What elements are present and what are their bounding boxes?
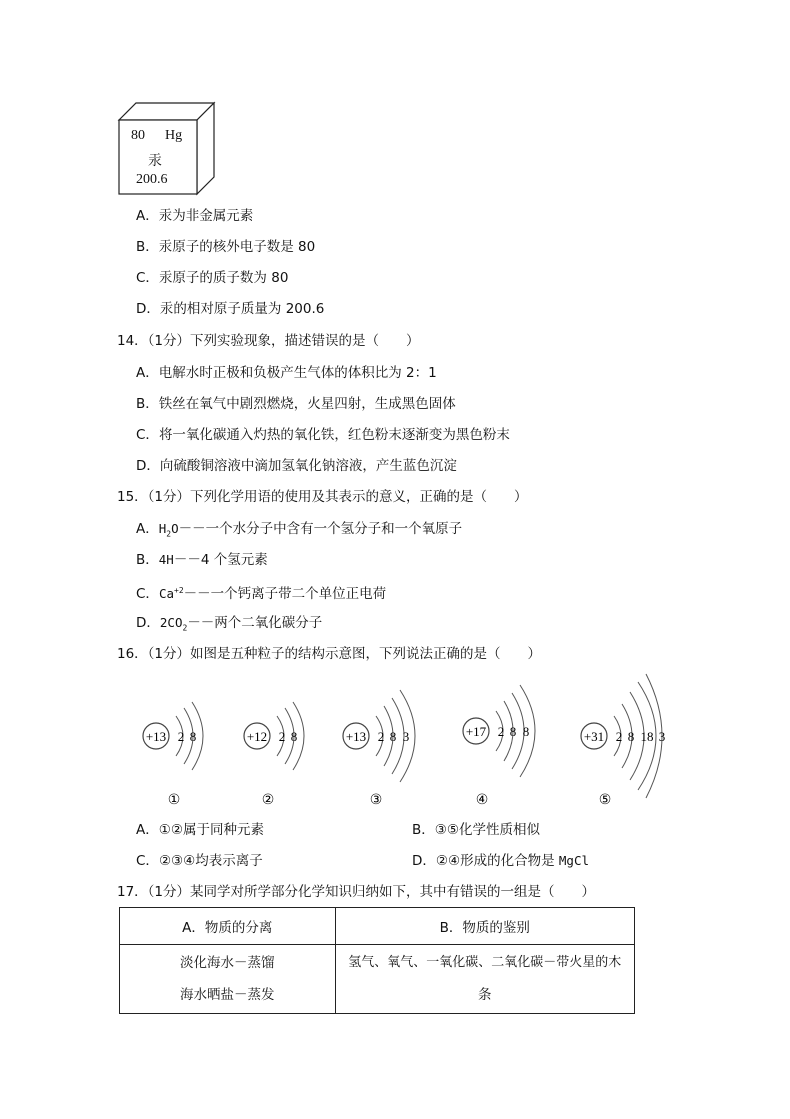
q14-stem: 14．（1分）下列实验现象，描述错误的是（ ） xyxy=(117,333,420,349)
cell-line: 条 xyxy=(478,987,492,1003)
option-key: D． xyxy=(136,458,160,474)
formula-subscript: 2 xyxy=(166,529,172,539)
nucleus-charge: +31 xyxy=(583,729,605,744)
q14-option-b xyxy=(136,395,456,413)
option-key: C． xyxy=(136,270,159,286)
table-cell xyxy=(335,945,634,1014)
q15-option-b xyxy=(136,551,268,569)
option-text: 向硫酸铜溶液中滴加氢氧化钠溶液，产生蓝色沉淀 xyxy=(159,458,457,474)
option-key: B． xyxy=(412,822,435,838)
option-text: 电解水时正极和负极产生气体的体积比为 2：1 xyxy=(158,365,437,381)
element-symbol: Hg xyxy=(165,128,183,143)
formula: 4H xyxy=(158,552,174,567)
cell-line: 氢气、氧气、一氧化碳、二氧化碳－带火星的木 xyxy=(348,955,622,970)
table-header-row xyxy=(120,908,635,945)
nucleus-charge: +17 xyxy=(465,724,487,739)
q16-stem: 16．（1分）如图是五种粒子的结构示意图，下列说法正确的是（ ） xyxy=(117,646,542,662)
option-text: －－一个钙离子带二个单位正电荷 xyxy=(183,586,387,603)
q16-option-b xyxy=(412,821,540,839)
formula-base: Ca xyxy=(158,586,174,602)
option-text: ②③④均表示离子 xyxy=(158,853,263,869)
q15-option-c xyxy=(136,582,386,603)
element-name: 汞 xyxy=(148,153,162,169)
knowledge-summary-table xyxy=(119,907,635,1014)
particle-4 xyxy=(463,685,535,808)
nucleus-charge: +13 xyxy=(345,729,367,744)
particle-label: ⑤ xyxy=(598,792,612,808)
option-text: 汞为非金属元素 xyxy=(158,208,254,224)
shell-electrons: 8 xyxy=(290,729,298,744)
nucleus-charge: +12 xyxy=(246,729,268,744)
q15-stem: 15．（1分）下列化学用语的使用及其表示的意义，正确的是（ ） xyxy=(117,489,528,505)
particle-label: ③ xyxy=(369,792,383,808)
q15-option-d xyxy=(136,614,322,638)
formula-tail: O xyxy=(171,521,179,536)
option-key: C． xyxy=(136,427,159,443)
mercury-element-tile xyxy=(116,100,216,196)
shell-electrons: 2 xyxy=(497,724,505,739)
option-text: ③⑤化学性质相似 xyxy=(434,822,540,838)
option-text: －－两个二氧化碳分子 xyxy=(187,615,323,631)
table-header-cell: A．物质的分离 xyxy=(120,908,336,945)
atomic-number: 80 xyxy=(131,128,145,143)
particle-label: ② xyxy=(261,792,275,808)
option-key: A． xyxy=(136,365,159,381)
shell-electrons: 8 xyxy=(189,729,197,744)
q13-option-d xyxy=(136,300,324,318)
shell-electrons: 18 xyxy=(640,729,654,744)
option-key: A． xyxy=(136,822,159,838)
option-key: B． xyxy=(136,239,159,255)
particle-label: ④ xyxy=(475,792,489,808)
formula: MgCl xyxy=(558,853,590,868)
option-key: A． xyxy=(136,208,159,224)
particle-1 xyxy=(143,702,203,808)
option-key: C． xyxy=(136,586,159,603)
option-text: －－一个水分子中含有一个氢分子和一个氧原子 xyxy=(178,521,463,537)
option-text: 汞原子的质子数为 80 xyxy=(158,270,289,286)
option-key: A． xyxy=(136,521,159,537)
q16-option-a xyxy=(136,821,264,839)
cell-line: 海水晒盐－蒸发 xyxy=(180,987,275,1003)
shell-electrons: 2 xyxy=(177,729,185,744)
shell-electrons: 8 xyxy=(509,724,517,739)
shell-electrons: 2 xyxy=(615,729,623,744)
formula-superscript: +2 xyxy=(174,586,184,595)
particle-5 xyxy=(581,674,665,808)
option-text: 将一氧化碳通入灼热的氧化铁，红色粉末逐渐变为黑色粉末 xyxy=(158,427,510,443)
option-text: ②④形成的化合物是 xyxy=(435,853,559,869)
option-text: 汞的相对原子质量为 200.6 xyxy=(159,301,325,317)
shell-electrons: 2 xyxy=(278,729,286,744)
table-header-cell: B．物质的鉴别 xyxy=(335,908,634,945)
option-text: 汞原子的核外电子数是 80 xyxy=(158,239,316,255)
formula-base: 2CO xyxy=(159,615,183,630)
q13-option-b xyxy=(136,238,315,256)
formula xyxy=(159,615,188,633)
option-key: B． xyxy=(136,552,159,568)
particle-2 xyxy=(244,702,304,808)
option-key: D． xyxy=(136,301,160,317)
option-key: D． xyxy=(412,853,436,869)
formula xyxy=(158,521,179,539)
q15-option-a xyxy=(136,520,462,544)
option-key: C． xyxy=(136,853,159,869)
q16-option-d xyxy=(412,852,589,870)
q16-option-c xyxy=(136,852,263,870)
q13-option-a xyxy=(136,207,253,225)
formula-base: H xyxy=(158,521,167,536)
q14-option-a xyxy=(136,364,437,382)
q17-stem: 17．（1分）某同学对所学部分化学知识归纳如下，其中有错误的一组是（ ） xyxy=(117,884,596,900)
shell-electrons: 8 xyxy=(627,729,635,744)
q13-option-c xyxy=(136,269,288,287)
option-key: D． xyxy=(136,615,160,631)
option-text: －－4 个氢元素 xyxy=(173,552,268,568)
shell-electrons: 8 xyxy=(389,729,397,744)
option-text: ①②属于同种元素 xyxy=(158,822,264,838)
shell-electrons: 8 xyxy=(522,724,530,739)
particle-label: ① xyxy=(167,792,181,808)
shell-electrons: 2 xyxy=(377,729,385,744)
option-text: 铁丝在氧气中剧烈燃烧，火星四射，生成黑色固体 xyxy=(158,396,456,412)
shell-electrons: 3 xyxy=(402,729,410,744)
table-cell xyxy=(120,945,336,1014)
q14-option-d xyxy=(136,457,457,475)
particle-3 xyxy=(343,690,415,808)
atomic-mass: 200.6 xyxy=(136,172,168,187)
option-key: B． xyxy=(136,396,159,412)
cell-line: 淡化海水－蒸馏 xyxy=(180,955,275,971)
shell-electrons: 3 xyxy=(658,729,666,744)
particle-structure-diagram xyxy=(130,672,680,812)
formula xyxy=(159,586,184,601)
q14-option-c xyxy=(136,426,510,444)
formula-subscript: 2 xyxy=(182,623,188,633)
table-row xyxy=(120,945,635,1014)
nucleus-charge: +13 xyxy=(145,729,167,744)
